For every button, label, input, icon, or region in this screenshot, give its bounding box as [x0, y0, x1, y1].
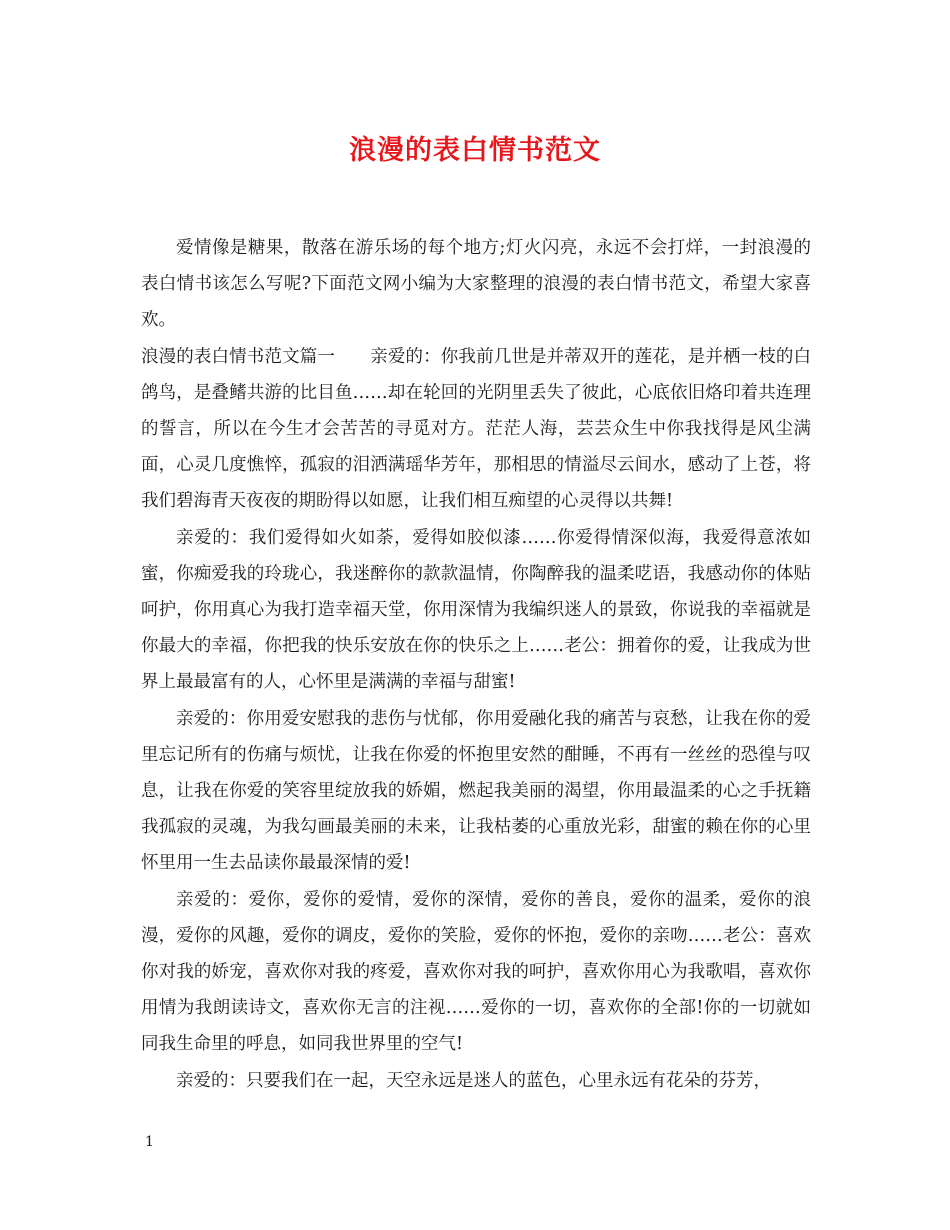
paragraph: 亲爱的：爱你，爱你的爱情，爱你的深情，爱你的善良，爱你的温柔，爱你的浪漫，爱你的风趣，爱你的调皮，爱你的笑脸，爱你的怀抱，爱你的亲吻……老公：喜欢你对我的娇宠，喜欢你对我的疼爱，喜欢你对我的呵护，喜欢你用心为我歌唱，喜欢你用情为我朗读诗文，喜欢你无言的注视……爱你的一切，喜欢你的全部!你的一切就如同我生命里的呼息，如同我世界里的空气!: [141, 889, 811, 1055]
page-title: 浪漫的表白情书范文: [349, 135, 601, 166]
page-number: 1: [145, 1134, 154, 1150]
paragraph: 浪漫的表白情书范文篇一 亲爱的：你我前几世是并蒂双开的莲花，是并栖一枝的白鸽鸟，是叠鳍共游的比目鱼……却在轮回的光阴里丢失了彼此，心底依旧烙印着共连理的誓言，所以在今生才会苦苦的寻觅对方。茫茫人海，芸芸众生中你我找得是风尘满面，心灵几度憔悴，孤寂的泪洒满瑶华芳年，那相思的情溢尽云间水，感动了上苍，将我们碧海青天夜夜的期盼得以如愿，让我们相互痴望的心灵得以共舞!: [141, 346, 811, 512]
paragraph: 亲爱的：我们爱得如火如荼，爱得如胶似漆……你爱得情深似海，我爱得意浓如蜜，你痴爱我的玲珑心，我迷醉你的款款温情，你陶醉我的温柔呓语，我感动你的体贴呵护，你用真心为我打造幸福天堂，你用深情为我编织迷人的景致，你说我的幸福就是你最大的幸福，你把我的快乐安放在你的快乐之上……老公：拥着你的爱，让我成为世界上最最富有的人，心怀里是满满的幸福与甜蜜!: [141, 527, 811, 693]
paragraph: 爱情像是糖果，散落在游乐场的每个地方;灯火闪亮，永远不会打烊，一封浪漫的表白情书该怎么写呢?下面范文网小编为大家整理的浪漫的表白情书范文，希望大家喜欢。: [141, 238, 811, 331]
paragraph: 亲爱的：你用爱安慰我的悲伤与忧郁，你用爱融化我的痛苦与哀愁，让我在你的爱里忘记所有的伤痛与烦忧，让我在你爱的怀抱里安然的酣睡，不再有一丝丝的恐徨与叹息，让我在你爱的笑容里绽放我的娇媚，燃起我美丽的渴望，你用最温柔的心之手抚籍我孤寂的灵魂，为我勾画最美丽的未来，让我枯萎的心重放光彩，甜蜜的赖在你的心里怀里用一生去品读你最最深情的爱!: [141, 708, 811, 874]
paragraph: 亲爱的：只要我们在一起，天空永远是迷人的蓝色，心里永远有花朵的芬芳，: [176, 1070, 771, 1091]
document-body: [141, 230, 811, 1099]
